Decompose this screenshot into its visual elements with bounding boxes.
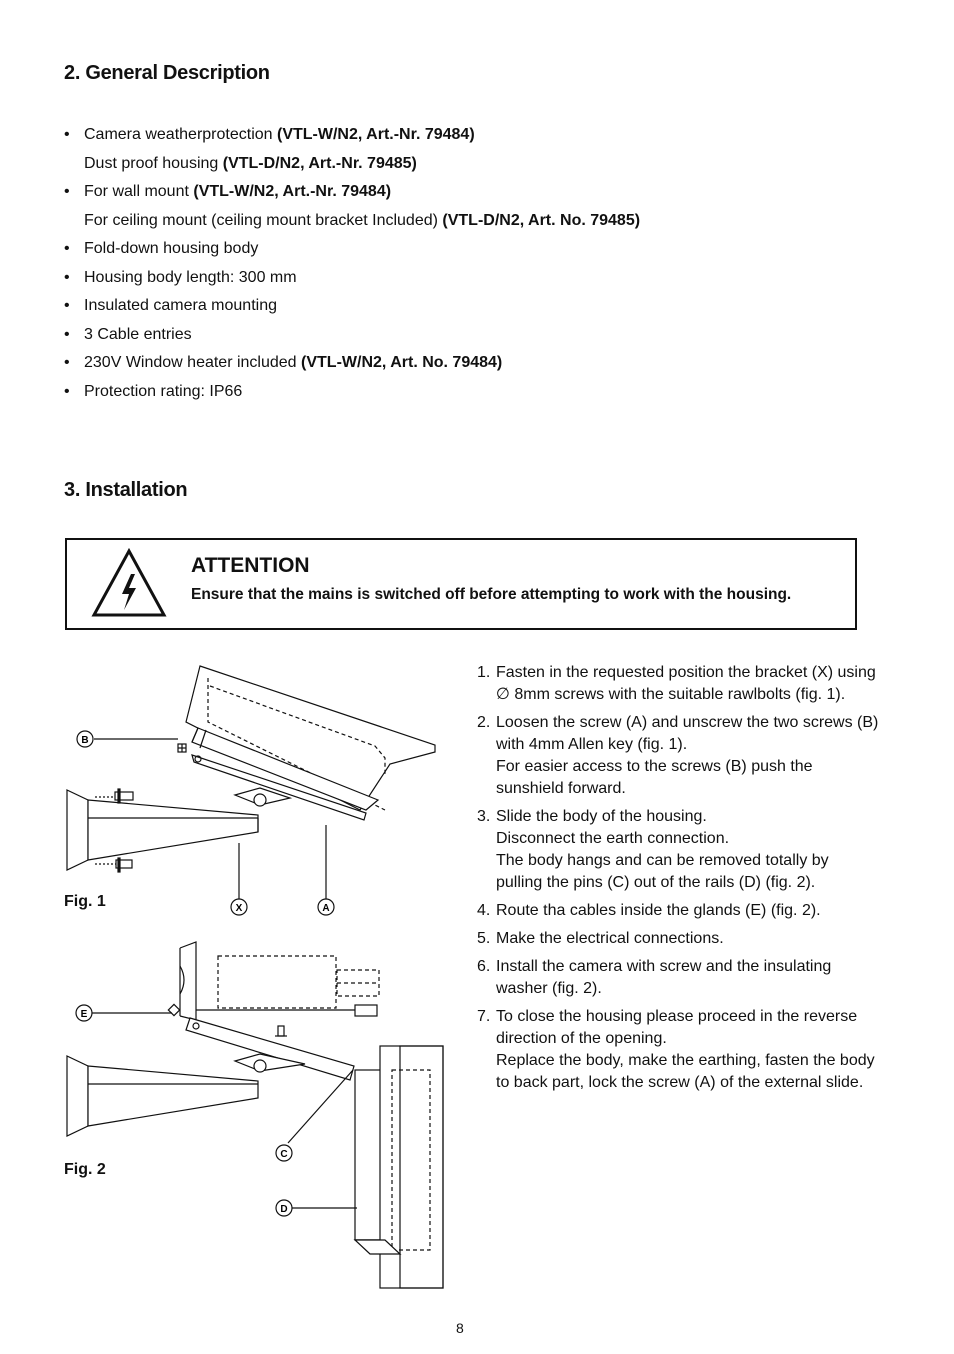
feature-list-item bbox=[64, 292, 864, 321]
step-number: 5. bbox=[477, 930, 491, 947]
callout-a: A bbox=[322, 903, 330, 914]
feature-article-number: (VTL-W/N2, Art.-Nr. 79484) bbox=[276, 126, 475, 143]
step-text-line: Disconnect the earth connection. bbox=[496, 830, 730, 847]
bullet-dot: • bbox=[64, 354, 70, 371]
step-number: 1. bbox=[477, 664, 491, 681]
installation-step bbox=[477, 900, 867, 922]
feature-text: For wall mount bbox=[84, 183, 194, 200]
installation-step bbox=[477, 806, 867, 894]
bullet-dot: • bbox=[64, 126, 70, 143]
step-text-line: Slide the body of the housing. bbox=[496, 808, 707, 825]
bullet-dot: • bbox=[64, 268, 70, 286]
step-text-line: direction of the opening. bbox=[496, 1030, 667, 1047]
attention-box bbox=[65, 538, 857, 630]
callout-x: X bbox=[235, 903, 243, 914]
step-text-line: Install the camera with screw and the insulating bbox=[496, 958, 832, 975]
step-text-line: sunshield forward. bbox=[496, 780, 626, 797]
step-text-line: For easier access to the screws (B) push the bbox=[496, 758, 813, 775]
feature-sub-article-number: (VTL-D/N2, Art.-Nr. 79485) bbox=[222, 154, 417, 172]
installation-step bbox=[477, 928, 867, 950]
figure-1-label: Fig. 1 bbox=[64, 893, 106, 910]
step-number: 2. bbox=[477, 714, 491, 731]
feature-text: Housing body length: 300 mm bbox=[84, 268, 297, 286]
page-number: 8 bbox=[456, 1320, 464, 1336]
step-text-line: with 4mm Allen key (fig. 1). bbox=[496, 736, 688, 753]
attention-title: ATTENTION bbox=[191, 554, 310, 577]
feature-list bbox=[64, 121, 864, 406]
figure-2-label: Fig. 2 bbox=[64, 1161, 106, 1178]
installation-steps bbox=[477, 662, 879, 1100]
feature-text: Camera weatherprotection bbox=[84, 126, 277, 143]
bullet-dot: • bbox=[64, 240, 70, 257]
callout-b: B bbox=[81, 735, 89, 746]
feature-list-item bbox=[64, 178, 864, 235]
feature-text: Insulated camera mounting bbox=[84, 297, 277, 314]
installation-step bbox=[477, 662, 876, 706]
step-text-line: Fasten in the requested position the bracket (X) using bbox=[496, 664, 876, 681]
bullet-dot: • bbox=[64, 382, 70, 400]
step-text-line: Make the electrical connections. bbox=[496, 930, 724, 947]
feature-text: Fold-down housing body bbox=[84, 240, 259, 257]
bullet-dot: • bbox=[64, 297, 70, 314]
feature-subtext: For ceiling mount (ceiling mount bracket Included) bbox=[84, 211, 443, 229]
feature-text: 3 Cable entries bbox=[84, 325, 192, 343]
step-number: 4. bbox=[477, 902, 491, 919]
installation-step bbox=[477, 1006, 875, 1094]
attention-text: Ensure that the mains is switched off before attempting to work with the housing. bbox=[191, 586, 792, 603]
figure-1-drawing bbox=[60, 660, 450, 922]
feature-list-item bbox=[64, 378, 864, 407]
feature-text: 230V Window heater included bbox=[84, 354, 302, 371]
step-number: 6. bbox=[477, 958, 491, 975]
callout-e: E bbox=[80, 1009, 88, 1020]
feature-subtext: Dust proof housing bbox=[84, 154, 223, 172]
bullet-dot: • bbox=[64, 325, 70, 343]
feature-list-item bbox=[64, 235, 864, 264]
step-text-line: Loosen the screw (A) and unscrew the two screws (B) bbox=[496, 714, 879, 731]
callout-c: C bbox=[280, 1149, 288, 1160]
feature-list-item bbox=[64, 349, 864, 378]
feature-list-item bbox=[64, 321, 864, 350]
feature-list-item bbox=[64, 121, 864, 178]
step-text-line: ∅ 8mm screws with the suitable rawlbolts (fig. 1). bbox=[496, 686, 846, 703]
step-text-line: Replace the body, make the earthing, fasten the body bbox=[496, 1052, 875, 1069]
bullet-dot: • bbox=[64, 183, 70, 200]
feature-list-item bbox=[64, 264, 864, 293]
step-text-line: To close the housing please proceed in the reverse bbox=[496, 1008, 858, 1025]
feature-sub-article-number: (VTL-D/N2, Art. No. 79485) bbox=[442, 211, 641, 229]
installation-step bbox=[477, 956, 867, 1000]
step-text-line: The body hangs and can be removed totally by bbox=[496, 852, 829, 869]
feature-article-number: (VTL-W/N2, Art.-Nr. 79484) bbox=[193, 183, 392, 200]
step-text-line: washer (fig. 2). bbox=[496, 980, 602, 997]
step-number: 7. bbox=[477, 1008, 491, 1025]
feature-text: Protection rating: IP66 bbox=[84, 382, 243, 400]
step-number: 3. bbox=[477, 808, 491, 825]
high-voltage-warning-icon bbox=[91, 548, 167, 618]
callout-d: D bbox=[280, 1204, 288, 1215]
figure-2-drawing bbox=[60, 938, 450, 1292]
step-text-line: Route tha cables inside the glands (E) (fig. 2). bbox=[496, 902, 821, 919]
feature-article-number: (VTL-W/N2, Art. No. 79484) bbox=[301, 354, 503, 371]
step-text-line: pulling the pins (C) out of the rails (D) (fig. 2). bbox=[496, 874, 816, 891]
section-heading-installation: 3. Installation bbox=[64, 479, 188, 501]
section-heading-general-description: 2. General Description bbox=[64, 62, 270, 84]
installation-step bbox=[477, 712, 879, 800]
step-text-line: to back part, lock the screw (A) of the external slide. bbox=[496, 1074, 864, 1091]
